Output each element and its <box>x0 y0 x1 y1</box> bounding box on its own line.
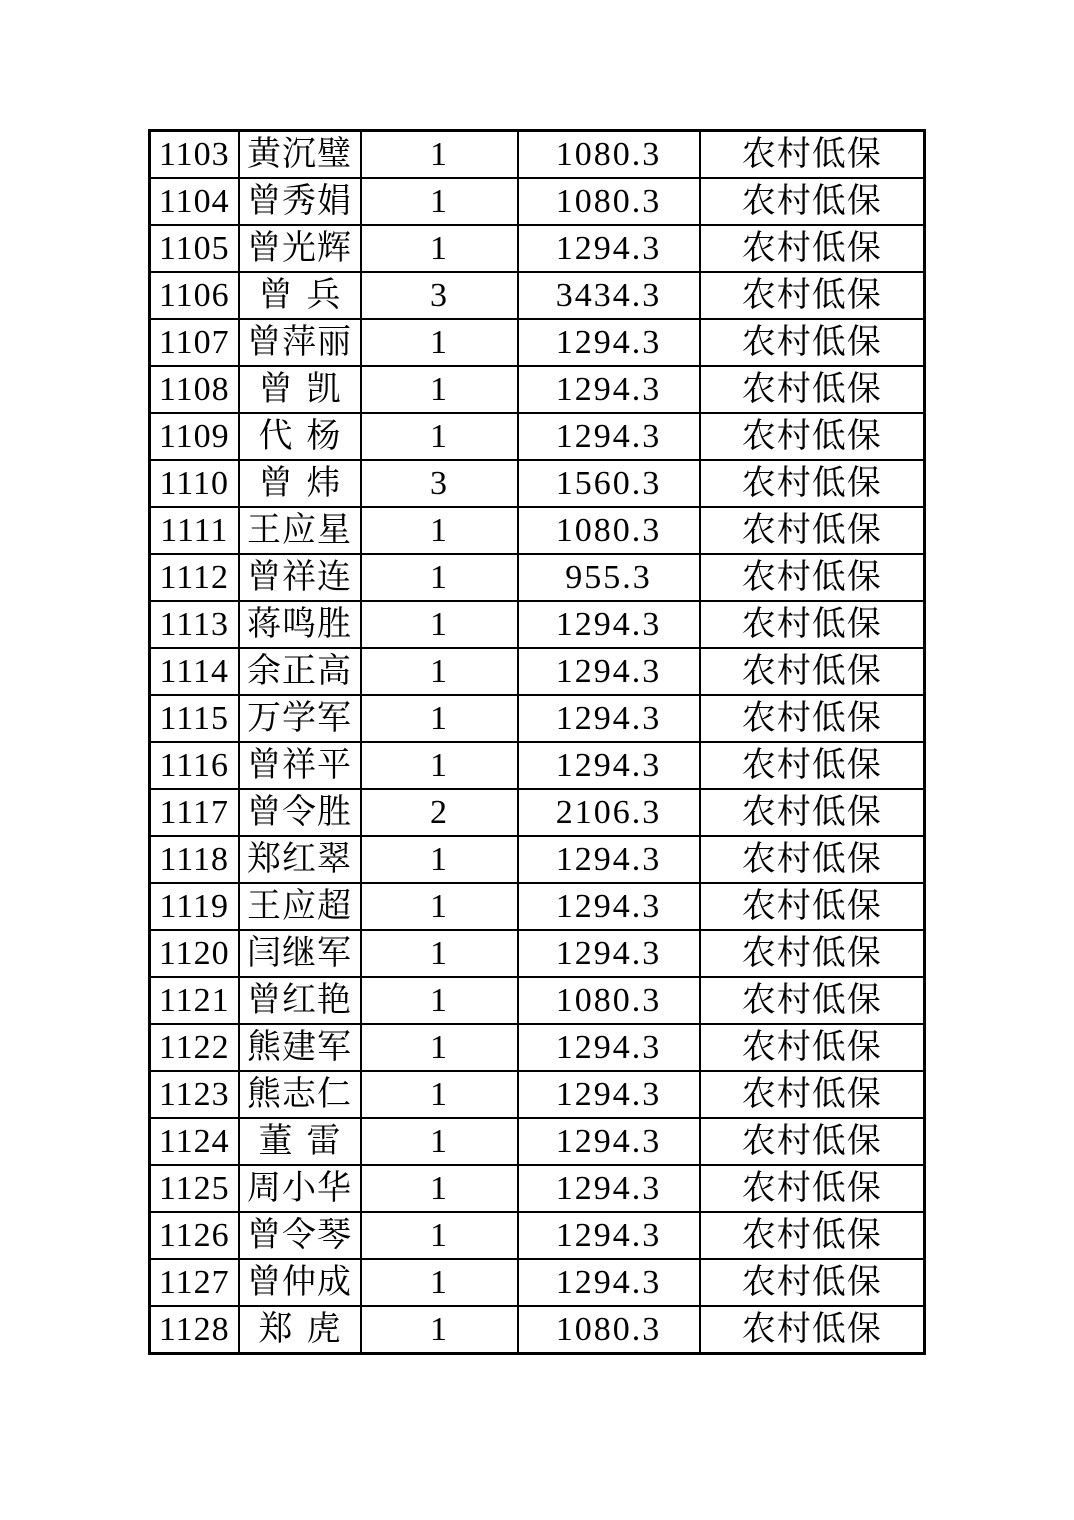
serial-number-text: 1126 <box>158 1216 230 1254</box>
household-count-text: 3 <box>430 464 448 502</box>
person-name-text: 周小华 <box>247 1169 352 1207</box>
cell-amount <box>518 507 700 554</box>
cell-household-count <box>361 742 518 789</box>
household-count-text: 1 <box>430 229 448 267</box>
person-name-text: 曾萍丽 <box>247 323 352 361</box>
amount-text: 1294.3 <box>555 934 662 972</box>
amount-text: 1080.3 <box>555 981 662 1019</box>
amount-text: 1080.3 <box>555 1310 662 1348</box>
cell-household-count <box>361 601 518 648</box>
household-count-text: 1 <box>430 887 448 925</box>
cell-person-name <box>239 178 361 225</box>
table-row <box>150 648 925 695</box>
person-name-text: 曾光辉 <box>247 229 352 267</box>
cell-person-name <box>239 507 361 554</box>
cell-category <box>700 789 925 836</box>
amount-text: 1294.3 <box>555 746 662 784</box>
household-count-text: 1 <box>430 746 448 784</box>
cell-serial-number <box>150 460 239 507</box>
serial-number-text: 1123 <box>158 1075 230 1113</box>
cell-serial-number <box>150 977 239 1024</box>
cell-person-name <box>239 131 361 179</box>
household-count-text: 1 <box>430 1263 448 1301</box>
cell-person-name <box>239 789 361 836</box>
category-text: 农村低保 <box>741 1310 882 1348</box>
cell-category <box>700 460 925 507</box>
cell-household-count <box>361 131 518 179</box>
cell-person-name <box>239 272 361 319</box>
cell-category <box>700 601 925 648</box>
serial-number-text: 1114 <box>159 652 229 690</box>
category-text: 农村低保 <box>741 464 882 502</box>
cell-amount <box>518 977 700 1024</box>
household-count-text: 1 <box>430 558 448 596</box>
person-name-text: 曾祥平 <box>247 746 352 784</box>
table-row <box>150 366 925 413</box>
amount-text: 955.3 <box>565 558 652 596</box>
person-name-text: 郑虎 <box>258 1310 355 1348</box>
cell-household-count <box>361 789 518 836</box>
cell-amount <box>518 930 700 977</box>
cell-amount <box>518 554 700 601</box>
cell-category <box>700 977 925 1024</box>
cell-amount <box>518 1259 700 1306</box>
cell-serial-number <box>150 1165 239 1212</box>
table-body <box>150 131 925 1354</box>
category-text: 农村低保 <box>741 746 882 784</box>
household-count-text: 2 <box>430 793 448 831</box>
cell-person-name <box>239 883 361 930</box>
cell-serial-number <box>150 366 239 413</box>
cell-serial-number <box>150 1024 239 1071</box>
cell-household-count <box>361 460 518 507</box>
cell-household-count <box>361 1212 518 1259</box>
cell-person-name <box>239 930 361 977</box>
person-name-text: 郑红翠 <box>247 840 352 878</box>
person-name-text: 曾凯 <box>258 370 355 408</box>
cell-category <box>700 1071 925 1118</box>
cell-amount <box>518 1071 700 1118</box>
cell-person-name <box>239 601 361 648</box>
cell-amount <box>518 695 700 742</box>
person-name-text: 曾令琴 <box>247 1216 352 1254</box>
table-row <box>150 836 925 883</box>
cell-serial-number <box>150 1259 239 1306</box>
cell-household-count <box>361 1306 518 1354</box>
cell-household-count <box>361 977 518 1024</box>
cell-serial-number <box>150 601 239 648</box>
serial-number-text: 1121 <box>158 981 230 1019</box>
person-name-text: 熊志仁 <box>247 1075 352 1113</box>
household-count-text: 1 <box>430 1075 448 1113</box>
serial-number-text: 1125 <box>158 1169 230 1207</box>
cell-household-count <box>361 1259 518 1306</box>
serial-number-text: 1122 <box>158 1028 230 1066</box>
cell-household-count <box>361 366 518 413</box>
serial-number-text: 1108 <box>158 370 230 408</box>
table-row <box>150 460 925 507</box>
cell-person-name <box>239 554 361 601</box>
person-name-text: 闫继军 <box>247 934 352 972</box>
cell-person-name <box>239 1118 361 1165</box>
cell-person-name <box>239 695 361 742</box>
table-row <box>150 1259 925 1306</box>
serial-number-text: 1117 <box>159 793 229 831</box>
cell-amount <box>518 1306 700 1354</box>
cell-person-name <box>239 742 361 789</box>
serial-number-text: 1128 <box>158 1310 230 1348</box>
category-text: 农村低保 <box>741 1169 882 1207</box>
person-name-text: 曾仲成 <box>247 1263 352 1301</box>
cell-amount <box>518 319 700 366</box>
cell-category <box>700 413 925 460</box>
cell-person-name <box>239 366 361 413</box>
table-row <box>150 319 925 366</box>
category-text: 农村低保 <box>741 840 882 878</box>
cell-category <box>700 554 925 601</box>
table-row <box>150 1024 925 1071</box>
cell-serial-number <box>150 789 239 836</box>
amount-text: 1294.3 <box>555 1075 662 1113</box>
cell-person-name <box>239 1212 361 1259</box>
household-count-text: 1 <box>430 1310 448 1348</box>
cell-category <box>700 1165 925 1212</box>
household-count-text: 1 <box>430 981 448 1019</box>
household-count-text: 1 <box>430 699 448 737</box>
cell-household-count <box>361 1165 518 1212</box>
serial-number-text: 1110 <box>159 464 229 502</box>
cell-amount <box>518 272 700 319</box>
table-row <box>150 977 925 1024</box>
cell-amount <box>518 601 700 648</box>
cell-amount <box>518 1024 700 1071</box>
cell-serial-number <box>150 883 239 930</box>
cell-category <box>700 742 925 789</box>
cell-amount <box>518 225 700 272</box>
category-text: 农村低保 <box>741 276 882 314</box>
cell-household-count <box>361 554 518 601</box>
cell-household-count <box>361 413 518 460</box>
person-name-text: 曾令胜 <box>247 793 352 831</box>
amount-text: 1294.3 <box>555 370 662 408</box>
household-count-text: 1 <box>430 417 448 455</box>
cell-person-name <box>239 460 361 507</box>
cell-person-name <box>239 225 361 272</box>
person-name-text: 蒋鸣胜 <box>247 605 352 643</box>
household-count-text: 3 <box>430 276 448 314</box>
category-text: 农村低保 <box>741 793 882 831</box>
category-text: 农村低保 <box>741 1028 882 1066</box>
household-count-text: 1 <box>430 1122 448 1160</box>
cell-household-count <box>361 272 518 319</box>
cell-amount <box>518 131 700 179</box>
serial-number-text: 1120 <box>158 934 230 972</box>
cell-amount <box>518 883 700 930</box>
cell-serial-number <box>150 1071 239 1118</box>
cell-household-count <box>361 178 518 225</box>
benefit-table <box>148 129 926 1355</box>
table-row <box>150 1212 925 1259</box>
serial-number-text: 1116 <box>159 746 229 784</box>
cell-amount <box>518 178 700 225</box>
category-text: 农村低保 <box>741 511 882 549</box>
table-row <box>150 742 925 789</box>
cell-serial-number <box>150 413 239 460</box>
table-row <box>150 225 925 272</box>
serial-number-text: 1118 <box>159 840 229 878</box>
cell-person-name <box>239 836 361 883</box>
cell-category <box>700 366 925 413</box>
cell-serial-number <box>150 319 239 366</box>
cell-category <box>700 648 925 695</box>
household-count-text: 1 <box>430 511 448 549</box>
serial-number-text: 1107 <box>158 323 230 361</box>
table-row <box>150 1071 925 1118</box>
cell-person-name <box>239 1165 361 1212</box>
household-count-text: 1 <box>430 605 448 643</box>
cell-serial-number <box>150 131 239 179</box>
cell-household-count <box>361 225 518 272</box>
amount-text: 1294.3 <box>555 229 662 267</box>
serial-number-text: 1106 <box>158 276 230 314</box>
cell-serial-number <box>150 648 239 695</box>
cell-serial-number <box>150 178 239 225</box>
amount-text: 1294.3 <box>555 1122 662 1160</box>
amount-text: 3434.3 <box>555 276 662 314</box>
category-text: 农村低保 <box>741 887 882 925</box>
category-text: 农村低保 <box>741 1122 882 1160</box>
cell-amount <box>518 1118 700 1165</box>
cell-category <box>700 1212 925 1259</box>
amount-text: 2106.3 <box>555 793 662 831</box>
amount-text: 1294.3 <box>555 887 662 925</box>
amount-text: 1080.3 <box>555 182 662 220</box>
person-name-text: 曾秀娟 <box>247 182 352 220</box>
category-text: 农村低保 <box>741 417 882 455</box>
amount-text: 1294.3 <box>555 1028 662 1066</box>
amount-text: 1294.3 <box>555 323 662 361</box>
cell-serial-number <box>150 1212 239 1259</box>
category-text: 农村低保 <box>741 934 882 972</box>
table-row <box>150 789 925 836</box>
cell-category <box>700 695 925 742</box>
person-name-text: 代杨 <box>258 417 355 455</box>
amount-text: 1294.3 <box>555 1216 662 1254</box>
benefit-table-container <box>148 129 926 1355</box>
cell-person-name <box>239 413 361 460</box>
serial-number-text: 1105 <box>158 229 230 267</box>
category-text: 农村低保 <box>741 558 882 596</box>
category-text: 农村低保 <box>741 182 882 220</box>
amount-text: 1080.3 <box>555 511 662 549</box>
cell-category <box>700 507 925 554</box>
household-count-text: 1 <box>430 370 448 408</box>
category-text: 农村低保 <box>741 699 882 737</box>
cell-category <box>700 225 925 272</box>
household-count-text: 1 <box>430 652 448 690</box>
table-row <box>150 930 925 977</box>
person-name-text: 曾兵 <box>258 276 355 314</box>
household-count-text: 1 <box>430 323 448 361</box>
cell-household-count <box>361 883 518 930</box>
cell-category <box>700 272 925 319</box>
table-row <box>150 601 925 648</box>
amount-text: 1294.3 <box>555 605 662 643</box>
cell-serial-number <box>150 1306 239 1354</box>
table-row <box>150 178 925 225</box>
household-count-text: 1 <box>430 840 448 878</box>
table-row <box>150 131 925 179</box>
cell-amount <box>518 413 700 460</box>
cell-serial-number <box>150 554 239 601</box>
person-name-text: 万学军 <box>247 699 352 737</box>
serial-number-text: 1104 <box>158 182 230 220</box>
cell-household-count <box>361 1118 518 1165</box>
serial-number-text: 1127 <box>158 1263 230 1301</box>
category-text: 农村低保 <box>741 981 882 1019</box>
cell-serial-number <box>150 930 239 977</box>
amount-text: 1294.3 <box>555 840 662 878</box>
amount-text: 1560.3 <box>555 464 662 502</box>
category-text: 农村低保 <box>741 1075 882 1113</box>
cell-person-name <box>239 977 361 1024</box>
household-count-text: 1 <box>430 1169 448 1207</box>
category-text: 农村低保 <box>741 370 882 408</box>
cell-serial-number <box>150 507 239 554</box>
cell-household-count <box>361 1024 518 1071</box>
category-text: 农村低保 <box>741 1216 882 1254</box>
person-name-text: 曾红艳 <box>247 981 352 1019</box>
amount-text: 1294.3 <box>555 699 662 737</box>
category-text: 农村低保 <box>741 229 882 267</box>
cell-household-count <box>361 930 518 977</box>
cell-household-count <box>361 836 518 883</box>
serial-number-text: 1112 <box>159 558 229 596</box>
household-count-text: 1 <box>430 1216 448 1254</box>
table-row <box>150 413 925 460</box>
table-row <box>150 1306 925 1354</box>
person-name-text: 黄沉璧 <box>247 135 352 173</box>
person-name-text: 熊建军 <box>247 1028 352 1066</box>
cell-person-name <box>239 1259 361 1306</box>
household-count-text: 1 <box>430 135 448 173</box>
cell-category <box>700 319 925 366</box>
cell-amount <box>518 460 700 507</box>
serial-number-text: 1115 <box>159 699 229 737</box>
category-text: 农村低保 <box>741 605 882 643</box>
serial-number-text: 1111 <box>160 511 229 549</box>
cell-serial-number <box>150 836 239 883</box>
category-text: 农村低保 <box>741 652 882 690</box>
cell-category <box>700 1259 925 1306</box>
person-name-text: 曾祥连 <box>247 558 352 596</box>
cell-person-name <box>239 1024 361 1071</box>
table-row <box>150 272 925 319</box>
serial-number-text: 1113 <box>159 605 229 643</box>
household-count-text: 1 <box>430 1028 448 1066</box>
table-row <box>150 507 925 554</box>
category-text: 农村低保 <box>741 1263 882 1301</box>
table-row <box>150 1118 925 1165</box>
cell-category <box>700 930 925 977</box>
serial-number-text: 1124 <box>158 1122 230 1160</box>
cell-serial-number <box>150 695 239 742</box>
category-text: 农村低保 <box>741 135 882 173</box>
person-name-text: 董雷 <box>258 1122 355 1160</box>
serial-number-text: 1109 <box>158 417 230 455</box>
cell-household-count <box>361 1071 518 1118</box>
cell-category <box>700 1306 925 1354</box>
person-name-text: 王应星 <box>247 511 352 549</box>
cell-serial-number <box>150 272 239 319</box>
cell-amount <box>518 648 700 695</box>
cell-serial-number <box>150 1118 239 1165</box>
cell-category <box>700 1118 925 1165</box>
table-row <box>150 883 925 930</box>
cell-serial-number <box>150 742 239 789</box>
cell-category <box>700 131 925 179</box>
amount-text: 1294.3 <box>555 1263 662 1301</box>
cell-amount <box>518 1212 700 1259</box>
cell-amount <box>518 742 700 789</box>
category-text: 农村低保 <box>741 323 882 361</box>
cell-category <box>700 883 925 930</box>
person-name-text: 曾炜 <box>258 464 355 502</box>
person-name-text: 余正高 <box>247 652 352 690</box>
table-row <box>150 1165 925 1212</box>
cell-amount <box>518 366 700 413</box>
cell-household-count <box>361 319 518 366</box>
cell-household-count <box>361 507 518 554</box>
household-count-text: 1 <box>430 934 448 972</box>
cell-person-name <box>239 648 361 695</box>
cell-amount <box>518 1165 700 1212</box>
cell-household-count <box>361 695 518 742</box>
cell-amount <box>518 836 700 883</box>
cell-household-count <box>361 648 518 695</box>
cell-category <box>700 836 925 883</box>
person-name-text: 王应超 <box>247 887 352 925</box>
table-row <box>150 695 925 742</box>
serial-number-text: 1103 <box>158 135 230 173</box>
serial-number-text: 1119 <box>159 887 229 925</box>
table-row <box>150 554 925 601</box>
cell-person-name <box>239 319 361 366</box>
amount-text: 1294.3 <box>555 417 662 455</box>
cell-amount <box>518 789 700 836</box>
cell-category <box>700 178 925 225</box>
cell-person-name <box>239 1306 361 1354</box>
amount-text: 1080.3 <box>555 135 662 173</box>
household-count-text: 1 <box>430 182 448 220</box>
cell-serial-number <box>150 225 239 272</box>
amount-text: 1294.3 <box>555 652 662 690</box>
cell-person-name <box>239 1071 361 1118</box>
cell-category <box>700 1024 925 1071</box>
amount-text: 1294.3 <box>555 1169 662 1207</box>
